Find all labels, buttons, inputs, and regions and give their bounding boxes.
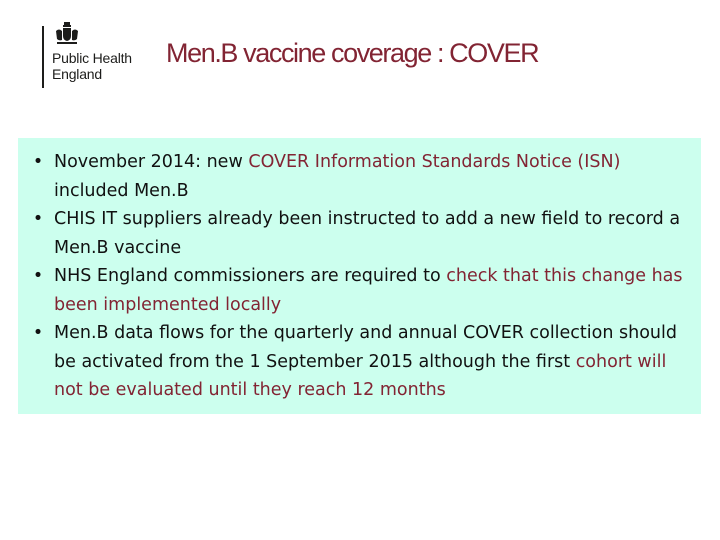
- bullet-text: Men.B data flows for the quarterly and annual COVER collection should be activated from the 1 September 2015 although the first: [54, 323, 677, 372]
- bullet-item: [24, 148, 689, 205]
- bullet-text: CHIS IT suppliers already been instructed to add a new field to record a Men.B vaccine: [54, 209, 681, 258]
- bullet-item: [24, 319, 689, 405]
- bullet-text-highlight: COVER Information Standards Notice (ISN): [248, 152, 621, 172]
- royal-crest-icon: [54, 22, 80, 46]
- bullet-text: included Men.B: [54, 180, 189, 201]
- bullet-marker: •: [32, 152, 44, 172]
- bullet-list: [24, 148, 689, 405]
- bullet-marker: •: [32, 323, 44, 343]
- bullet-text-highlight: cohort will not be evaluated until they reach 12 months: [54, 351, 667, 400]
- phe-logo: [42, 22, 162, 92]
- logo-line-2: England: [52, 66, 102, 82]
- bullet-item: [24, 205, 689, 262]
- logo-divider: [42, 26, 44, 88]
- content-box: [18, 138, 701, 414]
- bullet-text: NHS England commissioners are required to: [54, 266, 447, 286]
- bullet-marker: •: [32, 266, 44, 286]
- bullet-text: November 2014: new: [54, 152, 249, 172]
- bullet-marker: •: [32, 209, 44, 229]
- bullet-item: [24, 262, 689, 319]
- slide-title: Men.B vaccine coverage : COVER: [166, 38, 539, 68]
- bullet-text-highlight: check that this change has been implemented locally: [54, 266, 683, 315]
- logo-wordmark: [52, 50, 132, 82]
- logo-line-1: Public Health: [52, 50, 132, 66]
